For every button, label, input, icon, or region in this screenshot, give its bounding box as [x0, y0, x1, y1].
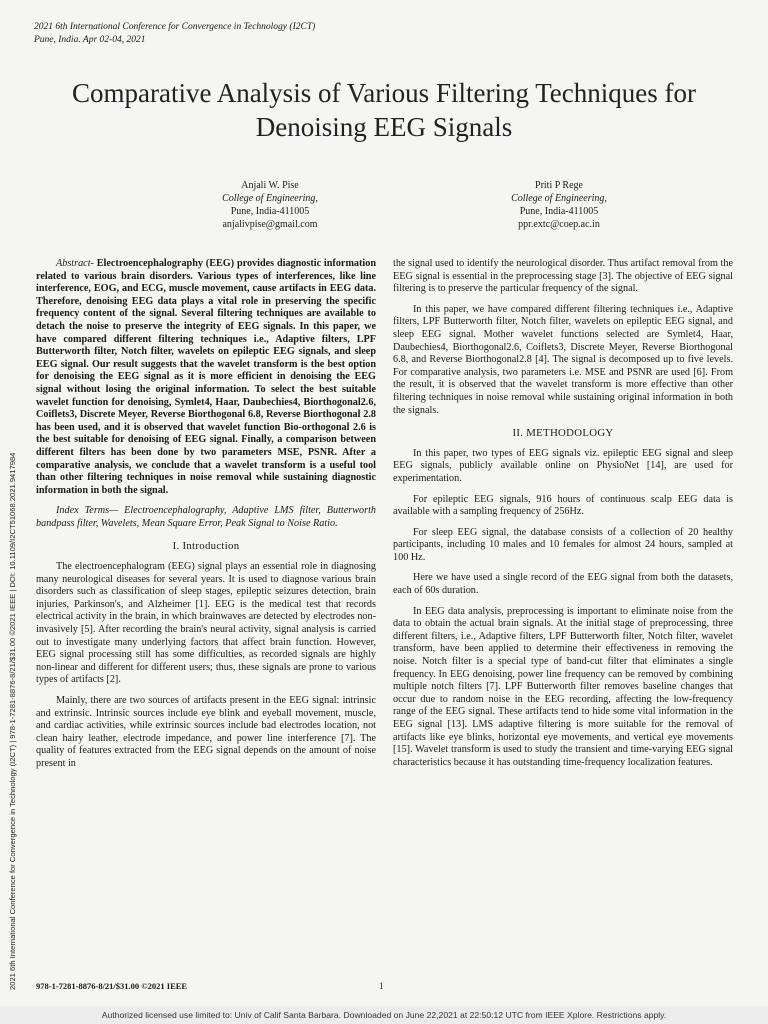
- footer-copyright: 978-1-7281-8876-8/21/$31.00 ©2021 IEEE: [36, 981, 188, 991]
- license-notice: Authorized licensed use limited to: Univ of Calif Santa Barbara. Downloaded on June 22,2021 at 22:50:12 UTC from IEEE Xplore. Restrictions apply.: [0, 1006, 768, 1024]
- abstract-text: Electroencephalography (EEG) provides diagnostic information related to various brain disorders. Various types of interferences, like line interference, EOG, and ECG, muscle movement, cause artifacts in EEG data. Therefore, denoising EEG data plays a vital role in preserving the specific frequency content of the signal. Several filtering techniques are available to detach the noise to preserve the integrity of EEG signals. In this paper, we have compared different filtering techniques i.e., Adaptive filters, LPF Butterworth filter, Notch filter, wavelets on epileptic EEG signals, and sleep EEG signal. Our result suggests that the wavelet transform is the best option for denoising the EEG signal as it is more efficient in denoising the EEG signal without losing the original information. To select the best suitable wavelet function for denoising, Symlet4, Haar, Daubechies4, Biorthogonal2.6, Coiflets3, Discrete Meyer, Reverse Biorthogonal 6.8, Reverse Biorthogonal 2.8 has been used, and it is observed that wavelet function Bio-orthogonal 2.6 is the best suitable for denoising of EEG signal. Finally, a comparison between different filters has been done by two parameters MSE, PSNR. After a comparative analysis, we conclude that a wavelet transform is a useful tool than other filtering techniques in noise removal while sustaining diagnostic information in both the signal.: [36, 258, 377, 496]
- conference-header: [34, 21, 315, 47]
- section-heading-methodology: II. METHODOLOGY: [512, 427, 614, 440]
- abstract: [36, 258, 376, 497]
- right-column: [393, 258, 733, 777]
- index-terms: Index Terms— Electroencephalography, Adaptive LMS filter, Butterworth bandpass filter, Wavelets, Mean Square Error, Peak Signal to Noise Ratio.: [36, 505, 376, 529]
- conference-name: 2021 6th International Conference for Convergence in Technology (I2CT): [34, 22, 316, 32]
- intro-paragraph-1: The electroencephalogram (EEG) signal plays an essential role in diagnosing many neurological diseases for several years. It is used to diagnose various brain disorders such as classification of sleep stages, epileptic seizures detection, brain injuries, Parkinson's, and Alzheimer [1]. EEG is the medical test that records electrical activity in the brain, in which brainwaves are detected by electrodes non-invasively [5]. After recording the brain's neural activity, signal analysis is carried out to investigate many underlying factors that affect brain function. However, EEG signal processing still has some difficulties, as recorded signals are highly non-linear and different for different users; thus, these signals are prone to various types of artifacts [2].: [36, 561, 376, 686]
- left-column: [36, 258, 376, 779]
- author-email: ppr.extc@coep.ac.in: [518, 219, 600, 230]
- author-email: anjalivpise@gmail.com: [222, 219, 318, 230]
- intro-paragraph-2: Mainly, there are two sources of artifacts present in the EEG signal: intrinsic and extrinsic. Intrinsic sources include eye blink and eyeball movement, muscle, and cardiac activities, while extrinsic sources include bad electrodes location, not clean hairy leather, electrode impedance, and power line interference [7]. The quality of features extracted from the EEG signal depends on the amount of noise present in: [36, 695, 376, 769]
- author-affiliation: College of Engineering,: [222, 193, 318, 204]
- intro-paragraph-3: the signal used to identify the neurological disorder. Thus artifact removal from the EEG signal is essential in the preprocessing stage [3]. The objective of EEG signal filtering is to preserve the particular frequency of the signal.: [393, 258, 733, 295]
- author-affiliation: College of Engineering,: [511, 193, 607, 204]
- author-block-1: [160, 179, 380, 231]
- author-name: Anjali W. Pise: [241, 180, 299, 191]
- author-address: Pune, India-411005: [519, 206, 599, 217]
- method-paragraph-3: For sleep EEG signal, the database consists of a collection of 20 healthy participants, including 10 males and 10 females for almost 24 hours, sampled at 100 Hz.: [393, 526, 733, 563]
- section-heading-introduction: I. Introduction: [172, 540, 240, 553]
- author-name: Priti P Rege: [535, 180, 583, 191]
- paper-title: Comparative Analysis of Various Filtering Techniques for Denoising EEG Signals: [71, 78, 697, 142]
- intro-paragraph-4: In this paper, we have compared different filtering techniques i.e., Adaptive filters, LPF Butterworth filter, Notch filter, wavelets on epileptic EEG signal, and sleep EEG signal. Mother wavelet functions selected are Symlet4, Haar, Daubechies4, Biorthogonal2.6, Coiflets3, Discrete Meyer, Reverse Biorthogonal 6.8, and Reverse Biorthogonal2.8 [4]. The signal is decomposed up to five levels. For comparative analysis, two parameters i.e. MSE and PSNR are used [6]. From the result, it is observed that the wavelet transform is more effective than other filtering techniques in noise removal while sustaining original information in both the signals.: [393, 303, 733, 416]
- page-number: 1: [379, 981, 384, 991]
- conference-location: Pune, India. Apr 02-04, 2021: [34, 35, 146, 45]
- method-paragraph-2: For epileptic EEG signals, 916 hours of continuous scalp EEG data is available with a sampling frequency of 256Hz.: [393, 493, 733, 518]
- method-paragraph-5: In EEG data analysis, preprocessing is important to eliminate noise from the data to obtain the actual brain signals. At the initial stage of preprocessing, three different filters, i.e., Adaptive filters, LPF Butterworth filter, Notch filter, wavelet transform, have been applied to determine their effectiveness in removing the noise. Notch filter is a special type of band-cut filter that eliminates a single frequency. In EEG denoising, power line frequency can be removed by combining multiple notch filters [7]. LPF Butterworth filter removes baseline changes that occur due to random noise in the EEG recording, affecting the low-frequency range of the EEG signal. These artifacts tend to hide some vital information in the EEG signal [13]. LMS adaptive filtering is more suitable for the removal of artifacts like eye blinks, horizontal eye movements, and vertical eye movements [15]. Wavelet transform is used to study the transient and time-varying EEG signal characteristics because it has outstanding time-frequency localization features.: [393, 605, 733, 768]
- method-paragraph-1: In this paper, two types of EEG signals viz. epileptic EEG signal and sleep EEG signals, publicly available online on PhysioNet [14], are used for experimentation.: [393, 447, 733, 484]
- author-address: Pune, India-411005: [230, 206, 310, 217]
- method-paragraph-4: Here we have used a single record of the EEG signal from both the datasets, each of 60s duration.: [393, 572, 733, 597]
- side-citation-strip: 2021 6th International Conference for Convergence in Technology (I2CT) | 978-1-7281-8876-8/21/$31.00 ©2021 IEEE | DOI: 10.1109/I2CT51068.2021.9417984: [8, 452, 17, 990]
- author-block-2: [449, 179, 669, 231]
- abstract-lead: Abstract-: [56, 258, 94, 269]
